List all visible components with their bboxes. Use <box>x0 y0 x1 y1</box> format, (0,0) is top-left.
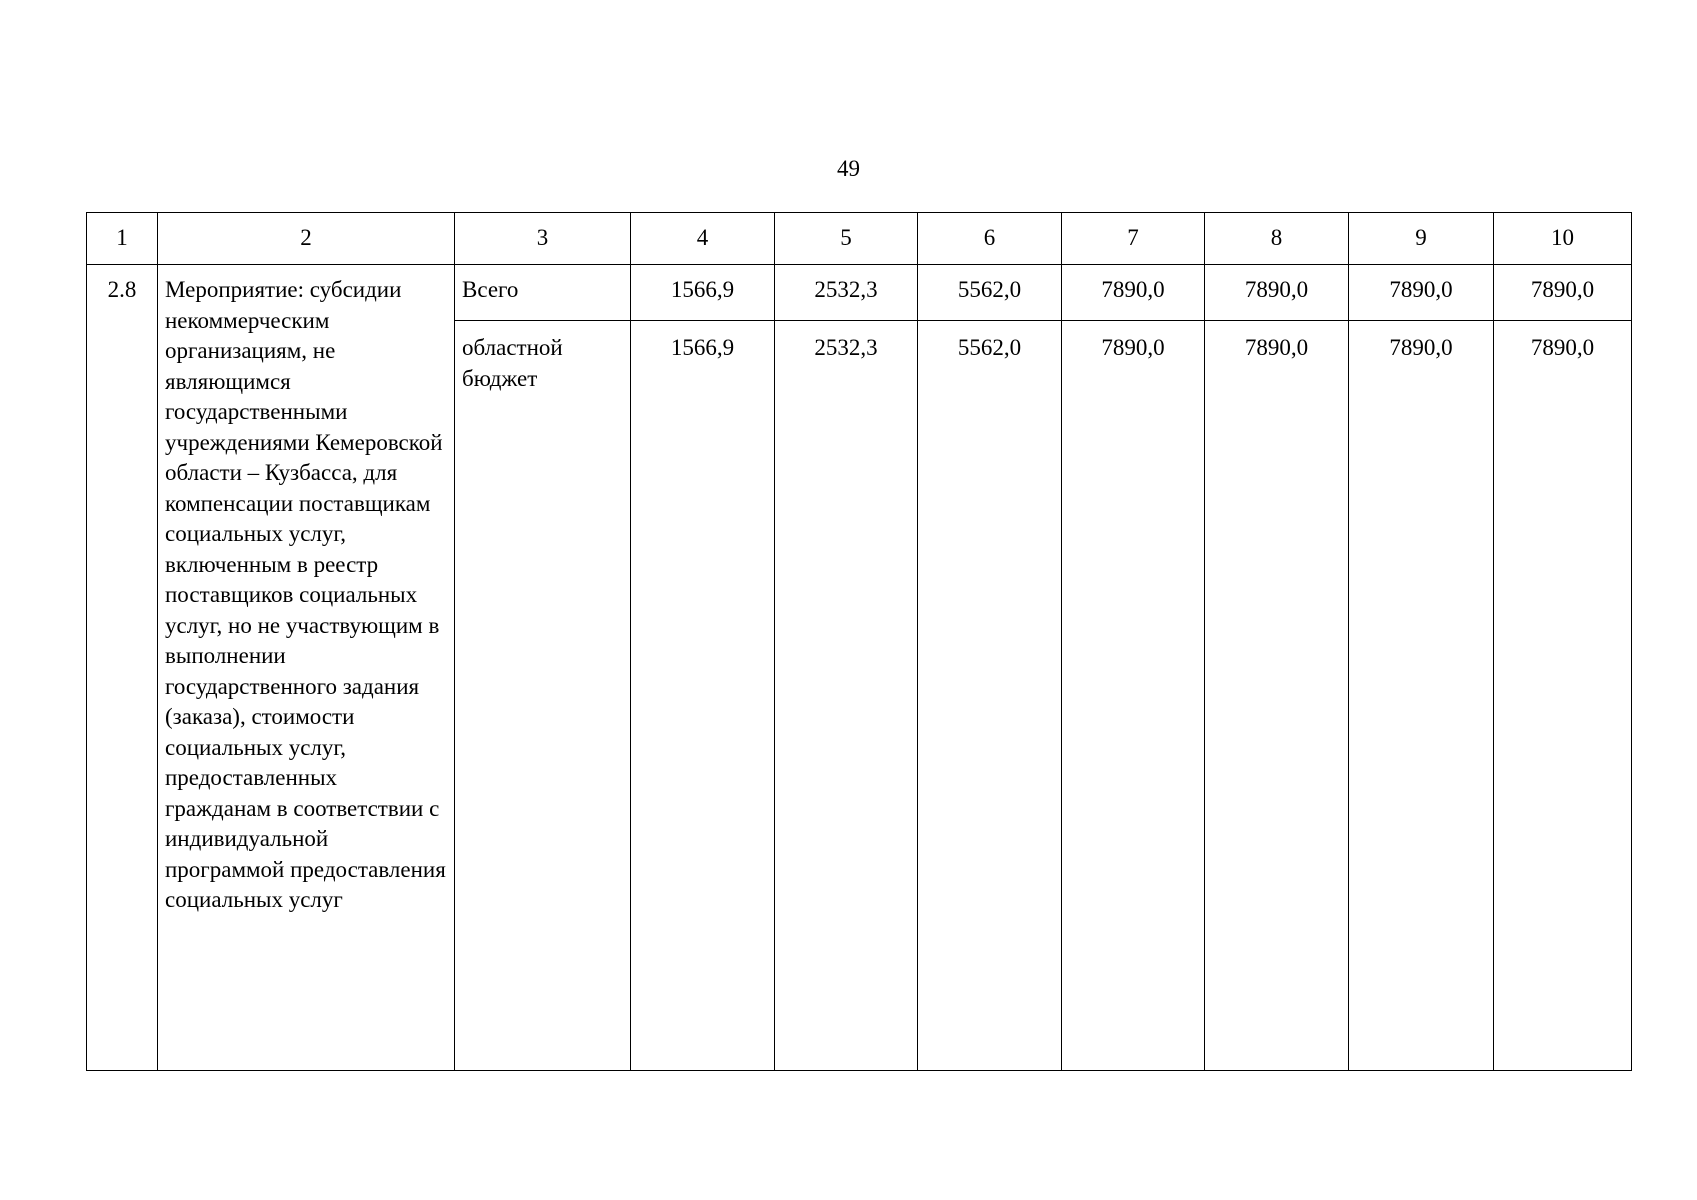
column-header: 9 <box>1349 213 1494 265</box>
table-cell: 5562,0 <box>918 265 1062 321</box>
column-header: 4 <box>631 213 775 265</box>
table-cell: 2532,3 <box>775 265 918 321</box>
measure-description-text: Мероприятие: субсидии некоммерческим организациям, не являющимся государственными учреждениями Кемеровской области – Кузбасса, для компенсации поставщикам социальных услуг, включенным в реестр поставщиков социальных услуг, но не участвующим в выполнении государственного задания (заказа), стоимости социальных услуг, предоставленных гражданам в соответствии с индивидуальной программой предоставления социальных услуг <box>165 277 446 912</box>
page-number: 49 <box>837 156 860 181</box>
measure-description <box>158 265 455 1071</box>
table-row-total <box>87 265 1632 321</box>
column-header: 3 <box>455 213 631 265</box>
table-cell: 7890,0 <box>1494 321 1632 1071</box>
column-header: 1 <box>87 213 158 265</box>
column-header: 7 <box>1062 213 1205 265</box>
column-header: 10 <box>1494 213 1632 265</box>
table-cell: 7890,0 <box>1062 321 1205 1071</box>
table-cell: 2532,3 <box>775 321 918 1071</box>
funding-source-label: областной бюджет <box>455 321 631 1071</box>
column-header: 6 <box>918 213 1062 265</box>
column-header: 8 <box>1205 213 1349 265</box>
table-cell: 7890,0 <box>1205 265 1349 321</box>
column-header: 5 <box>775 213 918 265</box>
table-cell: 1566,9 <box>631 321 775 1071</box>
table-cell: 7890,0 <box>1062 265 1205 321</box>
table-cell: 1566,9 <box>631 265 775 321</box>
table-cell: 7890,0 <box>1494 265 1632 321</box>
funding-source-label: Всего <box>455 265 631 321</box>
table-cell: 7890,0 <box>1349 265 1494 321</box>
table-header-row <box>87 213 1632 265</box>
table-cell: 5562,0 <box>918 321 1062 1071</box>
funding-table <box>86 212 1632 1071</box>
table-cell: 7890,0 <box>1205 321 1349 1071</box>
table-cell: 7890,0 <box>1349 321 1494 1071</box>
row-number: 2.8 <box>87 265 158 1071</box>
column-header: 2 <box>158 213 455 265</box>
